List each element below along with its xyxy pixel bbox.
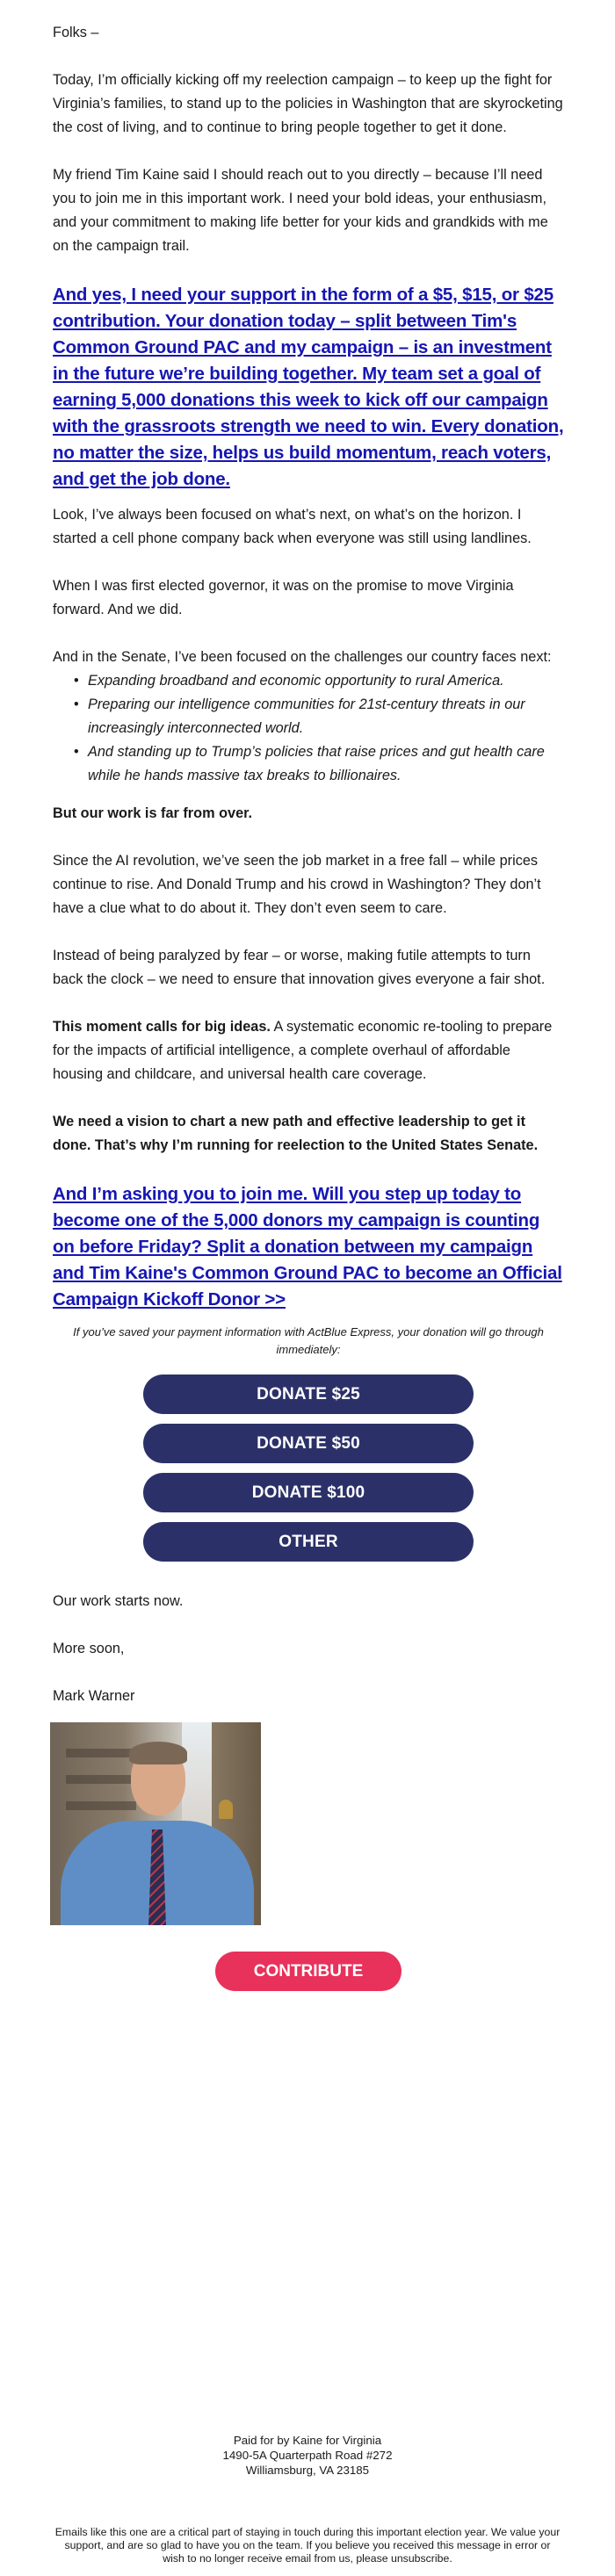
- footer: [0, 2433, 615, 2565]
- paragraph-big-ideas: [53, 1015, 564, 1086]
- mark-warner-photo: [50, 1722, 261, 1925]
- donate-button-group: [53, 1375, 564, 1562]
- photo-lamp-decoration: [219, 1800, 233, 1819]
- big-ideas-rest: A systematic economic re-tooling to prepare for the impacts of artificial intelligence, a complete overhaul of affordable housing and childcare, and universal health care coverage.: [53, 1019, 553, 1082]
- paragraph-vision: We need a vision to chart a new path and effective leadership to get it done. That’s why I’m running for reelection to the United States Senate.: [53, 1114, 539, 1153]
- photo-shelf-decoration: [66, 1749, 136, 1757]
- actblue-express-note: If you’ve saved your payment information with ActBlue Express, your donation will go through immediately:: [73, 1325, 544, 1356]
- valediction: More soon,: [53, 1641, 125, 1656]
- list-item: [74, 693, 564, 740]
- disclaimer-text: Emails like this one are a critical part of staying in touch during this important election year. We value your support, and are so glad to have you on the team. If you believe you received this message in error or wish to no longer receive email from us, please: [54, 2526, 561, 2565]
- address-line-1: 1490-5A Quarterpath Road #272: [222, 2449, 393, 2462]
- paragraph-work-not-over: But our work is far from over.: [53, 805, 253, 821]
- paragraph-innovation: Instead of being paralyzed by fear – or worse, making futile attempts to turn back the clock – we need to ensure that innovation gives everyone a fair shot.: [53, 948, 546, 987]
- greeting: Folks –: [53, 25, 99, 40]
- paragraph-kickoff: Today, I’m officially kicking off my reelection campaign – to keep up the fight for Virginia’s families, to stand up to the policies in Washington that are skyrocketing the cost of living, and to continue to bring people together to get it done.: [53, 72, 563, 135]
- donation-ask-link[interactable]: And yes, I need your support in the form of a $5, $15, or $25 contribution. Your donation today – split between Tim's Common Ground PAC and my campaign – is an investment in the future we’re building together. My team set a goal of earning 5,000 donations this week to kick off our campaign with the grassroots strength we need to win. Every donation, no matter the size, helps us build momentum, reach voters, and get the job done.: [53, 285, 564, 489]
- list-item-text: Expanding broadband and economic opportunity to rural America.: [88, 673, 504, 689]
- big-ideas-lead: This moment calls for big ideas.: [53, 1019, 271, 1035]
- paragraph-senate: And in the Senate, I’ve been focused on the challenges our country faces next:: [53, 649, 552, 665]
- paragraph-tim-kaine: My friend Tim Kaine said I should reach out to you directly – because I’ll need you to join me in this important work. I need your bold ideas, your enthusiasm, and your commitment to making life better for your kids and grandkids with me on the campaign trail.: [53, 167, 548, 254]
- photo-window-decoration: [182, 1722, 212, 1836]
- bullet-icon: •: [74, 744, 79, 760]
- bullet-icon: •: [74, 696, 79, 712]
- unsubscribe-link[interactable]: unsubscribe: [391, 2552, 450, 2565]
- photo-hair: [129, 1742, 187, 1764]
- address-line-2: Williamsburg, VA 23185: [245, 2464, 370, 2477]
- donate-other-button[interactable]: OTHER: [143, 1522, 474, 1562]
- paragraph-horizon: Look, I’ve always been focused on what’s next, on what’s on the horizon. I started a cell phone company back when everyone was still using landlines.: [53, 507, 532, 546]
- signature: Mark Warner: [53, 1688, 135, 1704]
- donation-ask-paragraph: [53, 282, 564, 493]
- list-item-text: And standing up to Trump’s policies that raise prices and gut health care while he hands massive tax breaks to billionaires.: [88, 744, 545, 783]
- paragraph-governor: When I was first elected governor, it was on the promise to move Virginia forward. And we did.: [53, 578, 514, 617]
- list-item-text: Preparing our intelligence communities for 21st-century threats in our increasingly interconnected world.: [88, 696, 525, 736]
- closing-line: Our work starts now.: [53, 1593, 184, 1609]
- disclaimer-end: .: [449, 2552, 452, 2565]
- list-item: [74, 669, 564, 693]
- kickoff-donor-paragraph: [53, 1181, 564, 1313]
- contribute-button[interactable]: CONTRIBUTE: [215, 1952, 402, 1991]
- email-disclaimer: [53, 2526, 562, 2565]
- senate-focus-list: [53, 669, 564, 788]
- kickoff-donor-link[interactable]: And I’m asking you to join me. Will you step up today to become one of the 5,000 donors my campaign is counting on before Friday? Split a donation between my campaign and Tim Kaine's Common Ground PAC to become an Official Campaign Kickoff Donor >>: [53, 1184, 562, 1310]
- donate-50-button[interactable]: DONATE $50: [143, 1424, 474, 1463]
- photo-shelf-decoration: [66, 1801, 136, 1810]
- list-item: [74, 740, 564, 788]
- donate-25-button[interactable]: DONATE $25: [143, 1375, 474, 1414]
- donate-100-button[interactable]: DONATE $100: [143, 1473, 474, 1512]
- paid-for-line: Paid for by Kaine for Virginia: [233, 2434, 382, 2447]
- contribute-wrapper: [53, 1952, 564, 1991]
- photo-shelf-decoration: [66, 1775, 136, 1784]
- bullet-icon: •: [74, 673, 79, 689]
- paragraph-ai-revolution: Since the AI revolution, we’ve seen the job market in a free fall – while prices continue to rise. And Donald Trump and his crowd in Washington? They don’t have a clue what to do about it. They don’t even seem to care.: [53, 853, 541, 916]
